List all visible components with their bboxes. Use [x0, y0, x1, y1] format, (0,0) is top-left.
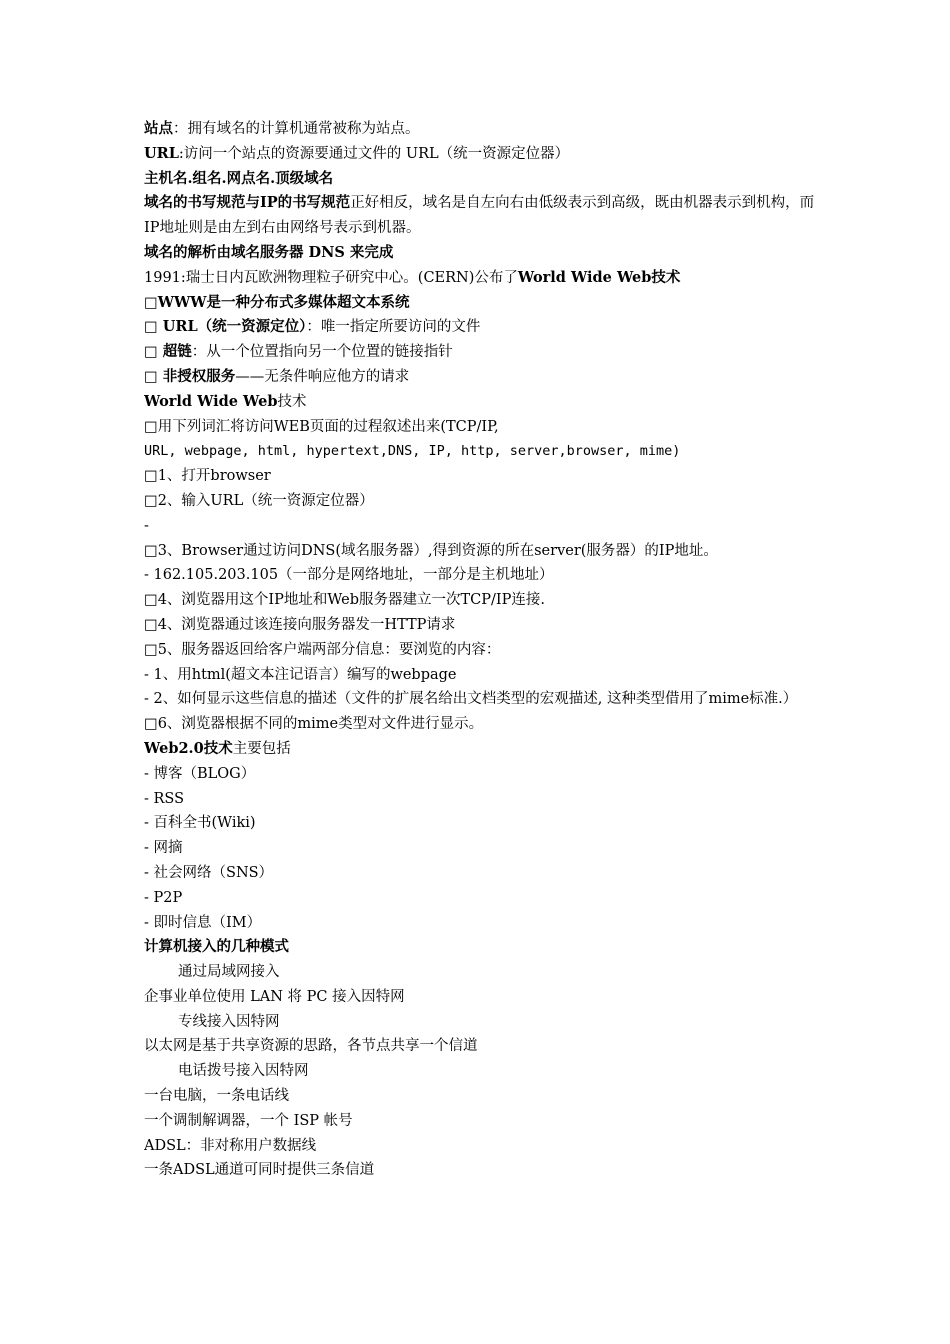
line-adsl: ADSL：非对称用户数据线	[144, 1137, 317, 1154]
list-item-p2p: - P2P	[144, 889, 183, 906]
line-leased-line: 专线接入因特网	[178, 1013, 280, 1030]
text: 主要包括	[232, 740, 291, 757]
line-site	[144, 117, 824, 142]
document-body	[144, 117, 824, 1183]
line-url-def	[144, 315, 824, 340]
line-ip-example: - 162.105.203.105（一部分是网络地址，一部分是主机地址）	[144, 567, 554, 584]
term-domain-rules: 域名的书写规范与IP的书写规范	[144, 194, 351, 212]
line-exercise: □用下列词汇将访问WEB页面的过程叙述出来(TCP/IP,	[144, 418, 499, 435]
line-lan-desc: 企事业单位使用 LAN 将 PC 接入因特网	[144, 988, 405, 1005]
line-step-2: □2、输入URL（统一资源定位器）	[144, 492, 374, 509]
list-item-im: - 即时信息（IM）	[144, 914, 262, 931]
line-step-5-1: - 1、用html(超文本注记语言）编写的webpage	[144, 666, 457, 683]
term-web20: Web2.0技术	[144, 739, 233, 757]
text: ：从一个位置指向另一个位置的链接指针	[191, 344, 453, 361]
line-step-1: □1、打开browser	[144, 468, 271, 485]
line-url	[144, 142, 824, 167]
line-lan-access: 通过局域网接入	[178, 964, 280, 981]
list-item-wiki: - 百科全书(Wiki)	[144, 815, 256, 832]
text: ——无条件响应他方的请求	[235, 368, 410, 385]
text: :访问一个站点的资源要通过文件的 URL（统一资源定位器）	[178, 145, 570, 162]
line-dialup: 电话拨号接入因特网	[178, 1063, 309, 1080]
text: ：拥有域名的计算机通常被称为站点。	[173, 121, 420, 137]
term-url-def: □ URL（统一资源定位）	[144, 318, 307, 336]
line-web20	[144, 737, 824, 762]
line-step-6: □6、浏览器根据不同的mime类型对文件进行显示。	[144, 716, 484, 733]
line-step-4b: □4、浏览器通过该连接向服务器发一HTTP请求	[144, 616, 456, 633]
line-vocab: URL, webpage, html, hypertext,DNS, IP, http, server,browser, mime)	[144, 443, 681, 460]
line-domain-structure: 主机名.组名.网点名.顶级域名	[144, 169, 334, 187]
term-www: World Wide Web技术	[517, 268, 681, 286]
line-adsl-desc: 一条ADSL通道可同时提供三条信道	[144, 1162, 375, 1179]
line-ethernet: 以太网是基于共享资源的思路，各节点共享一个信道	[144, 1038, 478, 1055]
text: 正好相反，域名是自左向右由低级表示到高级，既由机器表示到机构，而IP地址则是由左到右由网络号表示到机器。	[144, 195, 815, 237]
line-cern	[144, 266, 824, 291]
line-hyperlink	[144, 340, 824, 365]
line-domain-rules	[144, 191, 824, 241]
line-dialup-desc-2: 一个调制解调器，一个 ISP 帐号	[144, 1112, 353, 1129]
list-item-blog: - 博客（BLOG）	[144, 765, 256, 782]
list-item-rss: - RSS	[144, 790, 185, 807]
line-dialup-desc-1: 一台电脑，一条电话线	[144, 1088, 289, 1105]
line-step-5: □5、服务器返回给客户端两部分信息：要浏览的内容：	[144, 641, 501, 658]
heading-access-modes: 计算机接入的几种模式	[144, 938, 289, 956]
line-step-3: □3、Browser通过访问DNS(域名服务器）,得到资源的所在server(服务器）的IP地址。	[144, 542, 718, 559]
text: 技术	[277, 393, 307, 410]
line-dash: -	[144, 517, 149, 534]
term-www-tech: World Wide Web	[144, 392, 278, 410]
line-step-4a: □4、浏览器用这个IP地址和Web服务器建立一次TCP/IP连接.	[144, 592, 545, 609]
text: 1991:瑞士日内瓦欧洲物理粒子研究中心。(CERN)公布了	[144, 269, 518, 286]
term-site: 站点	[144, 120, 173, 137]
line-dns: 域名的解析由域名服务器 DNS 来完成	[144, 243, 394, 261]
term-hyperlink: □ 超链	[144, 343, 192, 361]
line-unauth-service	[144, 365, 824, 390]
text: ：唯一指定所要访问的文件	[306, 319, 481, 336]
line-www-system: □WWW是一种分布式多媒体超文本系统	[144, 293, 410, 311]
term-unauth-service: □ 非授权服务	[144, 367, 236, 385]
term-url: URL	[144, 144, 179, 162]
list-item-sns: - 社会网络（SNS）	[144, 864, 274, 881]
list-item-bookmark: - 网摘	[144, 840, 183, 857]
line-www-tech	[144, 390, 824, 415]
line-step-5-2: - 2、如何显示这些信息的描述（文件的扩展名给出文档类型的宏观描述, 这种类型借用了mime标准.）	[144, 691, 798, 708]
